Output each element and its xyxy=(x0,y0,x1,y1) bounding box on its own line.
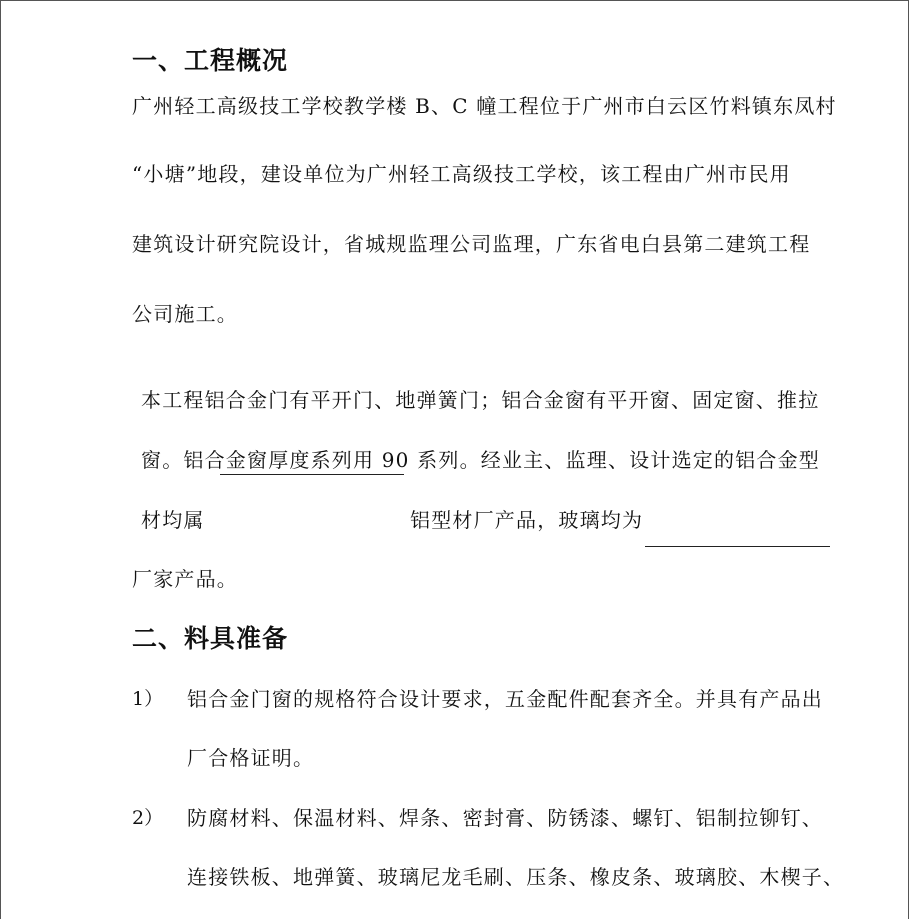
item-2-number: 2） xyxy=(132,807,164,829)
item-1-line-1: 铝合金门窗的规格符合设计要求，五金配件配套齐全。并具有产品出 xyxy=(187,687,823,711)
item-1-number: 1） xyxy=(132,688,164,710)
para-1-line-3: 建筑设计研究院设计，省城规监理公司监理，广东省电白县第二建筑工程 xyxy=(132,232,811,256)
para-1-line-4: 公司施工。 xyxy=(132,302,238,326)
item-1-line-2: 厂合格证明。 xyxy=(187,746,315,770)
para-1-line-2: “小塘”地段，建设单位为广州轻工高级技工学校，该工程由广州市民用 xyxy=(132,162,791,186)
item-2-line-2: 连接铁板、地弹簧、玻璃尼龙毛刷、压条、橡皮条、玻璃胶、木楔子、 xyxy=(187,865,845,889)
para-2-line-2: 窗。铝合金窗厚度系列用 90 系列。经业主、监理、设计选定的铝合金型 xyxy=(141,448,820,472)
blank-underline-1 xyxy=(220,474,404,475)
para-2-line-3a: 材均属 xyxy=(141,508,205,532)
para-2-line-3b: 铝型材厂产品，玻璃均为 xyxy=(410,508,644,532)
para-1-line-1: 广州轻工高级技工学校教学楼 B、C 幢工程位于广州市白云区竹料镇东凤村 xyxy=(132,94,837,118)
item-2-line-1: 防腐材料、保温材料、焊条、密封膏、防锈漆、螺钉、铝制拉铆钉、 xyxy=(187,806,823,830)
section-1-heading: 一、工程概况 xyxy=(132,46,289,75)
blank-underline-2 xyxy=(645,546,830,547)
section-2-heading: 二、料具准备 xyxy=(132,624,289,653)
para-2-line-1: 本工程铝合金门有平开门、地弹簧门；铝合金窗有平开窗、固定窗、推拉 xyxy=(141,388,820,412)
para-2-line-4: 厂家产品。 xyxy=(132,567,238,591)
